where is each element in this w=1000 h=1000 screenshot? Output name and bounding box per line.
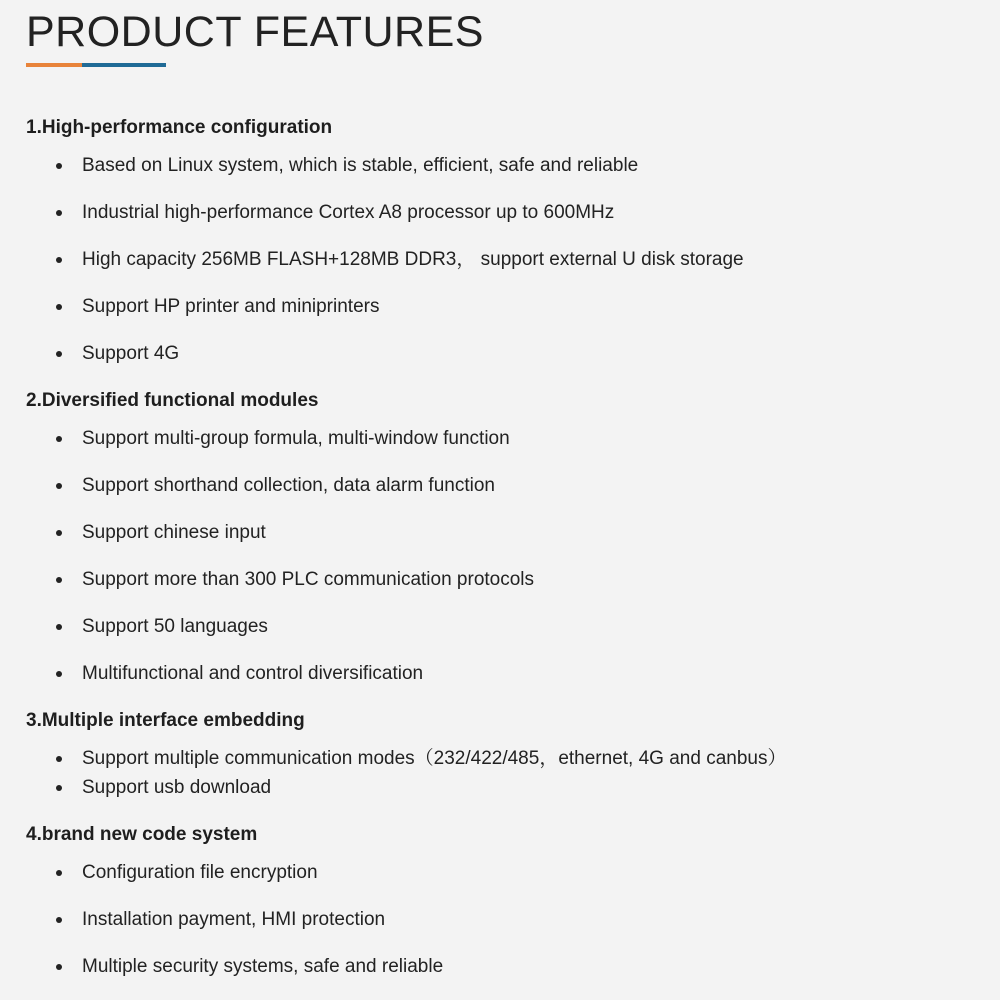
list-item-text: Support multi-group formula, multi-window function — [82, 428, 510, 449]
bullet-icon — [56, 870, 62, 876]
bullet-icon — [56, 624, 62, 630]
list-item-text: Support HP printer and miniprinters — [82, 296, 380, 317]
list-item-text: Configuration file encryption — [82, 862, 318, 883]
underline-orange-segment — [26, 63, 82, 67]
bullet-icon — [56, 785, 62, 791]
section-heading-high-performance: 1.High-performance configuration — [26, 117, 333, 138]
section-heading-code-system: 4.brand new code system — [26, 824, 258, 845]
page-title: PRODUCT FEATURES — [26, 8, 484, 56]
bullet-icon — [56, 304, 62, 310]
list-item-text: Based on Linux system, which is stable, efficient, safe and reliable — [82, 155, 639, 176]
list-item-text: Industrial high-performance Cortex A8 processor up to 600MHz — [82, 202, 615, 223]
bullet-icon — [56, 483, 62, 489]
bullet-icon — [56, 163, 62, 169]
bullet-icon — [56, 964, 62, 970]
bullet-icon — [56, 671, 62, 677]
bullet-icon — [56, 530, 62, 536]
list-item-text: Support usb download — [82, 777, 272, 798]
underline-blue-segment — [82, 63, 166, 67]
list-item-text: Multifunctional and control diversification — [82, 663, 424, 684]
bullet-icon — [56, 257, 62, 263]
list-item-text: Support chinese input — [82, 522, 266, 543]
bullet-icon — [56, 917, 62, 923]
bullet-icon — [56, 351, 62, 357]
list-item-text: Support multiple communication modes（232/422/485，ethernet, 4G and canbus） — [82, 748, 787, 769]
section-heading-interface-embedding: 3.Multiple interface embedding — [26, 710, 305, 731]
list-item-text: Support shorthand collection, data alarm function — [82, 475, 495, 496]
bullet-icon — [56, 577, 62, 583]
list-item-text: Support more than 300 PLC communication protocols — [82, 569, 535, 590]
bullet-icon — [56, 210, 62, 216]
bullet-icon — [56, 436, 62, 442]
title-underline — [26, 63, 166, 67]
list-item-text: Support 50 languages — [82, 616, 268, 637]
list-item-text: Multiple security systems, safe and reliable — [82, 956, 444, 977]
bullet-icon — [56, 756, 62, 762]
section-heading-functional-modules: 2.Diversified functional modules — [26, 390, 319, 411]
list-item-text: Support 4G — [82, 343, 180, 364]
list-item-text: Installation payment, HMI protection — [82, 909, 386, 930]
list-item-text: High capacity 256MB FLASH+128MB DDR3， support external U disk storage — [82, 249, 744, 270]
